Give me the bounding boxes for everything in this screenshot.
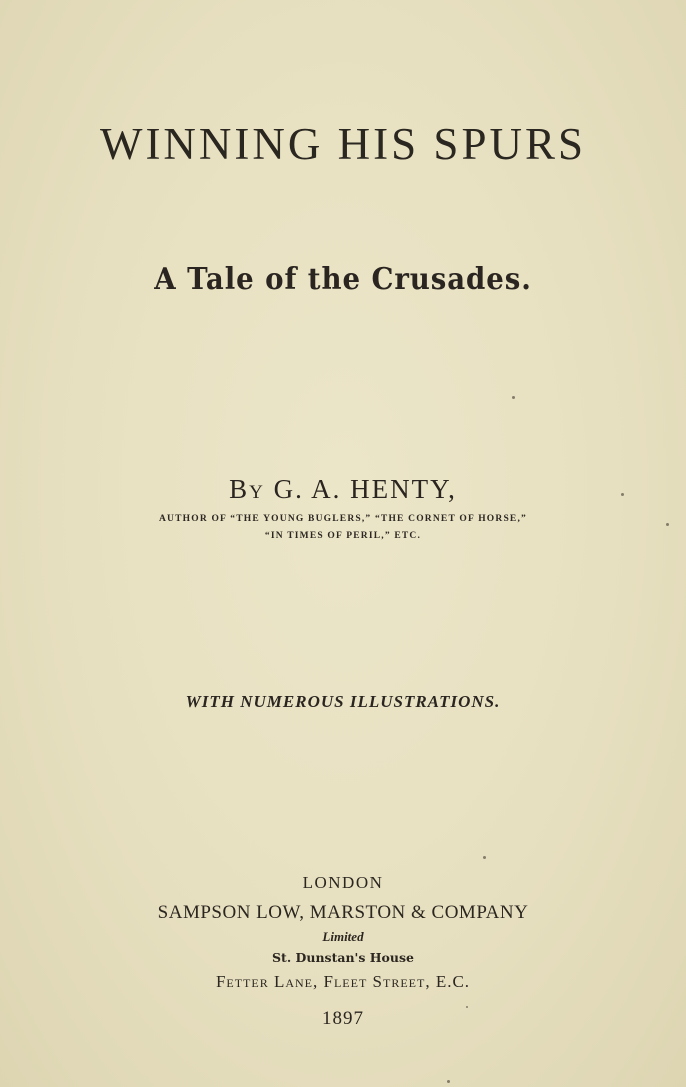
paper-speck bbox=[447, 1080, 450, 1083]
paper-speck bbox=[621, 493, 624, 496]
book-subtitle: A Tale of the Crusades. bbox=[154, 262, 532, 297]
imprint-year: 1897 bbox=[322, 1008, 364, 1029]
imprint-publisher: SAMPSON LOW, MARSTON & COMPANY bbox=[157, 902, 529, 923]
author-byline: By G. A. HENTY, bbox=[229, 474, 457, 504]
paper-speck bbox=[483, 856, 486, 859]
imprint-limited: Limited bbox=[322, 929, 364, 944]
imprint-address: Fetter Lane, Fleet Street, E.C. bbox=[215, 972, 471, 991]
paper-speck bbox=[512, 396, 515, 399]
paper-speck bbox=[466, 1006, 468, 1008]
book-title: WINNING HIS SPURS bbox=[99, 119, 587, 169]
author-other-works-line1: AUTHOR OF “THE YOUNG BUGLERS,” “THE CORNET OF HORSE,” bbox=[159, 514, 527, 524]
imprint-house: St. Dunstan's House bbox=[272, 950, 414, 965]
author-other-works-line2: “IN TIMES OF PERIL,” ETC. bbox=[264, 531, 422, 541]
paper-speck bbox=[666, 523, 669, 526]
illustrations-note: WITH NUMEROUS ILLUSTRATIONS. bbox=[185, 692, 501, 711]
imprint-city: LONDON bbox=[302, 873, 384, 892]
